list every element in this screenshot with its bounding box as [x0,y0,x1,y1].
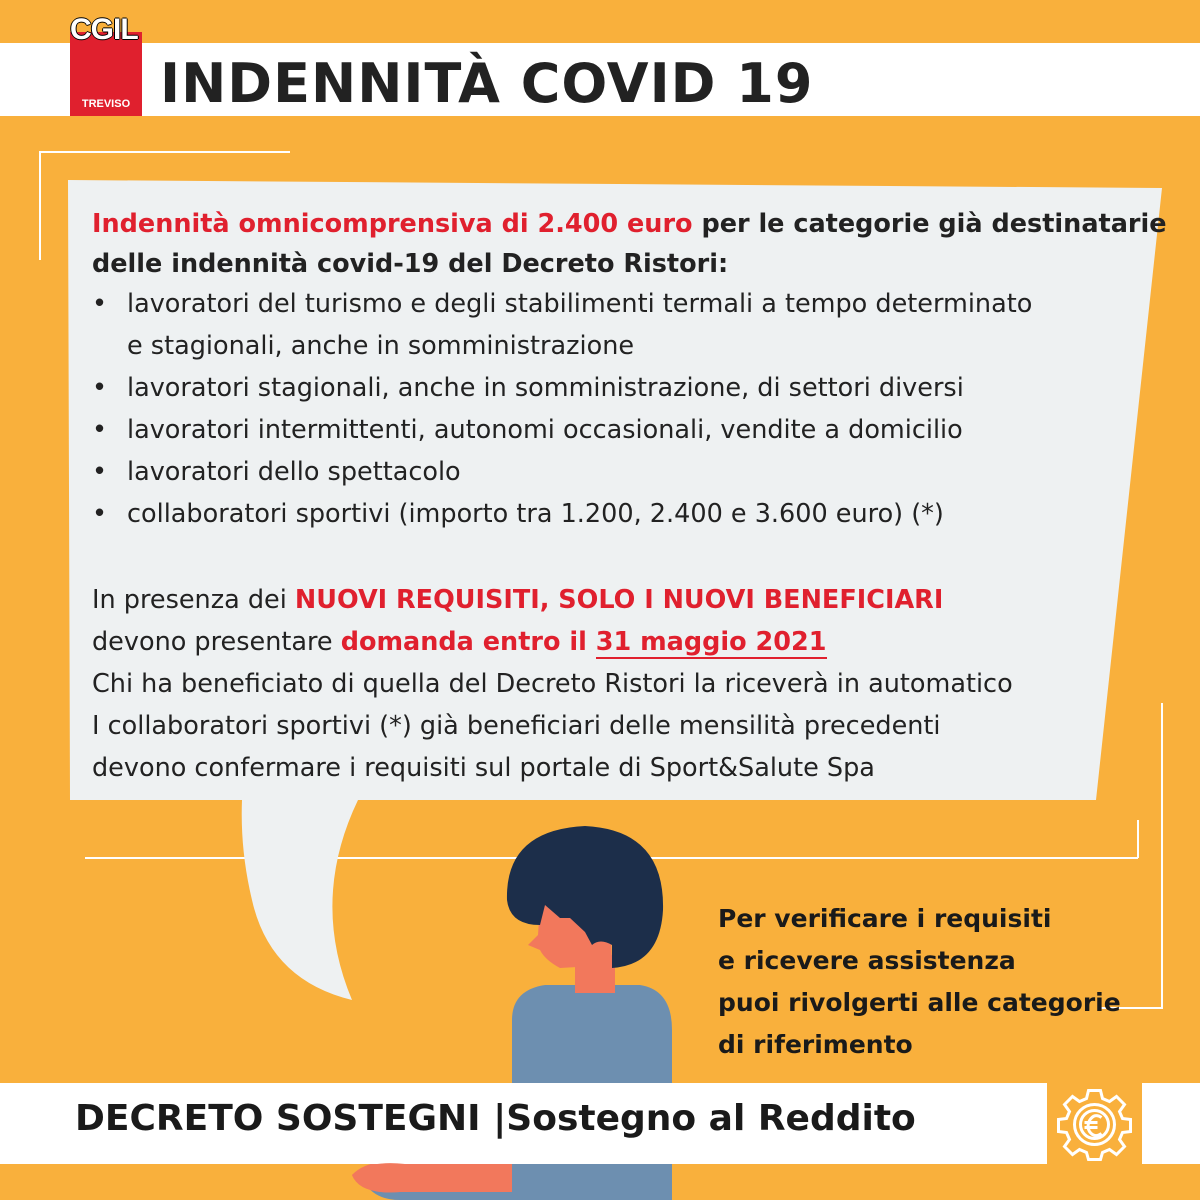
bullet-glyph: • [92,373,108,403]
assistance-line: e ricevere assistenza [718,946,1016,975]
deadline-date: 31 maggio 2021 [595,627,827,657]
bullet-text: lavoratori del turismo e degli stabilimenti termali a tempo determinato [127,289,1033,319]
footer-separator: | [480,1098,507,1139]
bullet-text-cont: e stagionali, anche in somministrazione [127,331,635,361]
para-line-4: I collaboratori sportivi (*) già beneficiari delle mensilità precedenti [92,711,941,741]
gear-euro-icon [1047,1083,1142,1164]
deadline-highlight: domanda entro il [340,627,596,657]
footer-title [75,1098,916,1139]
para-1-pre: In presenza dei [92,585,295,615]
bullet-glyph: • [92,499,108,529]
bullet-text: lavoratori dello spettacolo [127,457,461,487]
bullet-glyph: • [92,457,108,487]
footer-decree: DECRETO SOSTEGNI [75,1098,481,1139]
intro-rest: per le categorie già destinatarie [692,209,1167,239]
bullet-text: lavoratori intermittenti, autonomi occasionali, vendite a domicilio [127,415,963,445]
intro-highlight: Indennità omnicomprensiva di 2.400 euro [92,209,693,239]
para-line-5: devono confermare i requisiti sul portale di Sport&Salute Spa [92,753,875,783]
bullet-text: collaboratori sportivi (importo tra 1.200, 2.400 e 3.600 euro) (*) [127,499,944,529]
footer-subtitle: Sostegno al Reddito [506,1098,916,1139]
new-requirements-highlight: NUOVI REQUISITI, SOLO I NUOVI BENEFICIARI [294,585,944,615]
logo-text: CGIL [70,13,138,46]
page-title: INDENNITÀ COVID 19 [160,52,814,115]
assistance-line: Per verificare i requisiti [718,904,1052,933]
para-line-3: Chi ha beneficiato di quella del Decreto Ristori la riceverà in automatico [92,669,1013,699]
assistance-line: di riferimento [718,1030,913,1059]
bullet-glyph: • [92,289,108,319]
assistance-line: puoi rivolgerti alle categorie [718,988,1121,1017]
bullet-text: lavoratori stagionali, anche in somministrazione, di settori diversi [127,373,964,403]
para-2-pre: devono presentare [92,627,341,657]
intro-line-2: delle indennità covid-19 del Decreto Ristori: [92,249,729,279]
gear-box [1047,1083,1142,1164]
bullet-glyph: • [92,415,108,445]
logo-subtext: TREVISO [81,98,131,110]
